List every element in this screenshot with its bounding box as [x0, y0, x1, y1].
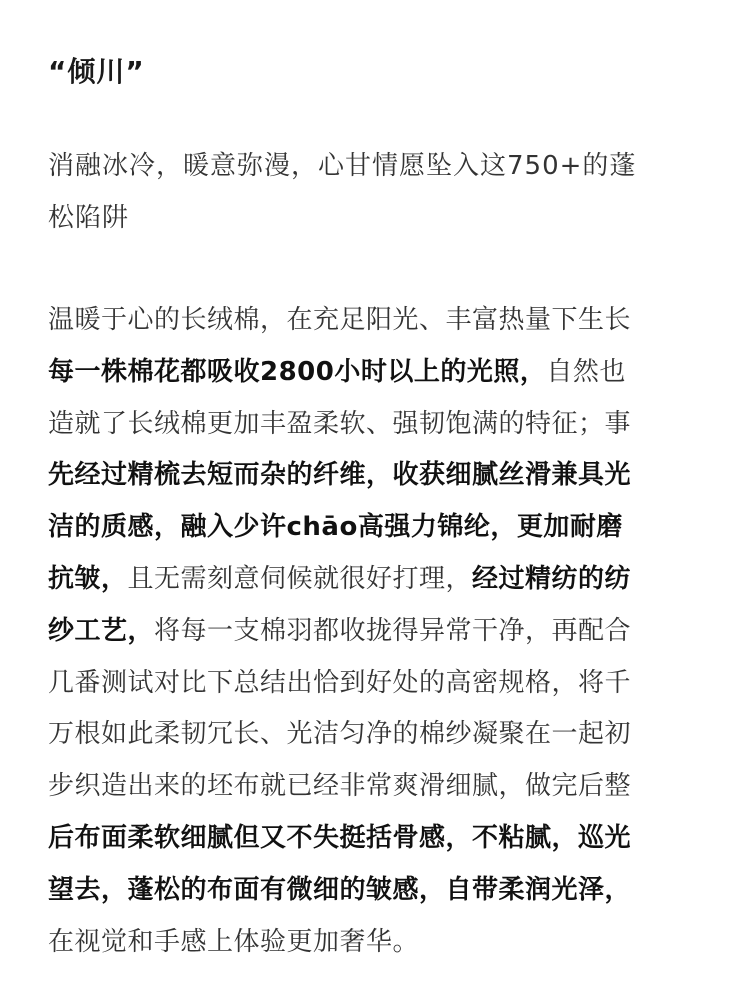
- body-line: [48, 295, 708, 347]
- bold-text-segment: 望去，蓬松的布面有微细的皱感，自带柔润光泽，: [48, 874, 632, 905]
- page-title: “倾川”: [48, 55, 145, 88]
- body-line: [48, 865, 708, 917]
- text-segment: 且无需刻意伺候就很好打理，: [127, 563, 473, 594]
- body-line: [48, 813, 708, 865]
- text-segment: 几番测试对比下总结出恰到好处的高密规格，将千: [48, 667, 632, 698]
- body-line: [48, 502, 708, 554]
- body-line: [48, 606, 708, 658]
- bold-text-segment: 纱工艺，: [48, 615, 155, 646]
- bold-text-segment: 经过精纺的纺: [472, 563, 632, 594]
- body-paragraph: [48, 295, 708, 968]
- intro-line: 松陷阱: [48, 203, 130, 233]
- bold-text-segment: 后布面柔软细腻但又不失挺括骨感，不粘腻，巡光: [48, 822, 632, 853]
- body-line: [48, 554, 708, 606]
- bold-text-segment: 每一株棉花都吸收2800小时以上的光照，: [48, 356, 547, 387]
- bold-text-segment: 先经过精梳去短而杂的纤维，收获细腻丝滑兼具光: [48, 460, 632, 491]
- intro-line: 消融冰冷，暖意弥漫，心甘情愿坠入这750+的蓬: [48, 151, 637, 181]
- body-line: [48, 399, 708, 451]
- text-segment: 在视觉和手感上体验更加奢华。: [48, 926, 420, 957]
- body-line: [48, 917, 708, 969]
- body-line: [48, 709, 708, 761]
- bold-text-segment: 洁的质感，融入少许chāo高强力锦纶，更加耐磨: [48, 512, 623, 543]
- text-segment: 造就了长绒棉更加丰盈柔软、强韧饱满的特征；事: [48, 408, 632, 439]
- body-line: [48, 450, 708, 502]
- body-line: [48, 347, 708, 399]
- text-segment: 步织造出来的坯布就已经非常爽滑细腻，做完后整: [48, 771, 632, 802]
- text-segment: 温暖于心的长绒棉，在充足阳光、丰富热量下生长: [48, 305, 632, 335]
- intro-paragraph: [48, 140, 688, 244]
- body-line: [48, 761, 708, 813]
- bold-text-segment: 抗皱，: [48, 563, 128, 594]
- text-segment: 将每一支棉羽都收拢得异常干净，再配合: [154, 615, 632, 646]
- text-segment: 自然也: [546, 356, 626, 387]
- body-line: [48, 658, 708, 710]
- text-segment: 万根如此柔韧冗长、光洁匀净的棉纱凝聚在一起初: [48, 719, 632, 750]
